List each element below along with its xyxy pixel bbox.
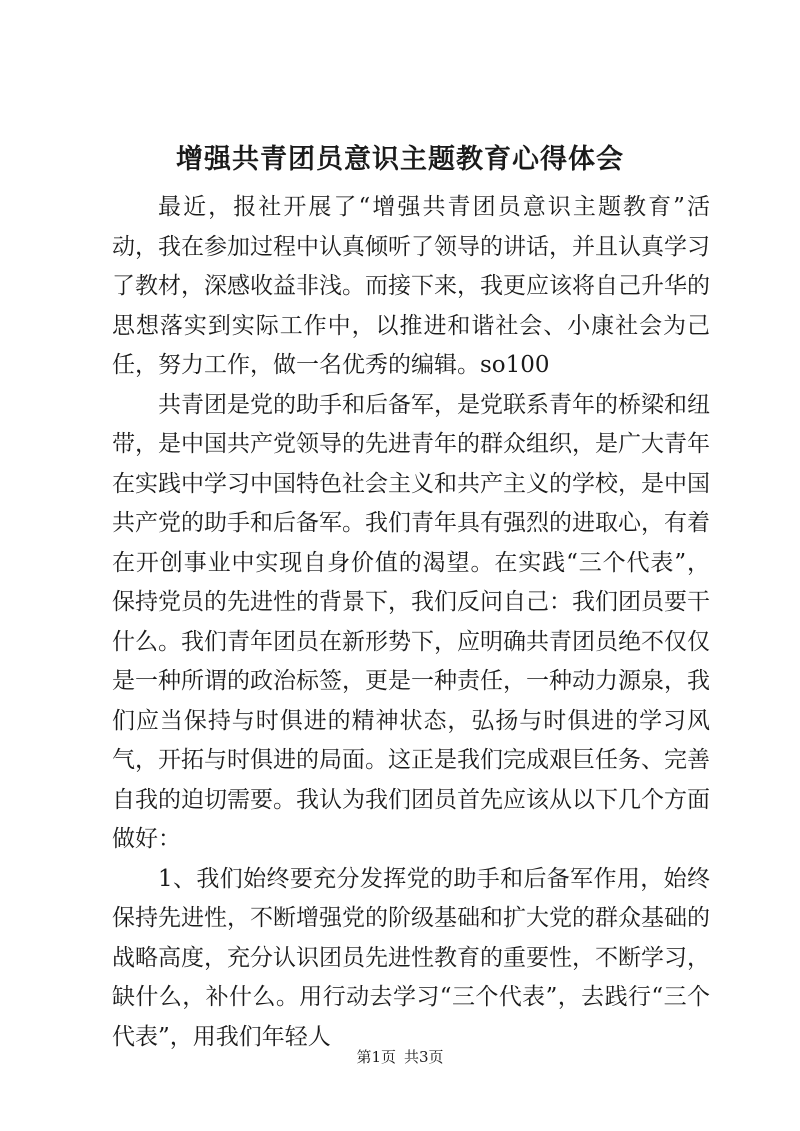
page-number: 第1页 xyxy=(356,1048,396,1066)
paragraph-league-role: 共青团是党的助手和后备军，是党联系青年的桥梁和纽带，是中国共产党领导的先进青年的群众组织，是广大青年在实践中学习中国特色社会主义和共产主义的学校，是中国共产党的助手和后备军。我们青年具有强烈的进取心，有着在开创事业中实现自身价值的渴望。在实践“三个代表”，保持党员的先进性的背景下，我们反问自己：我们团员要干什么。我们青年团员在新形势下，应明确共青团员绝不仅仅是一种所谓的政治标签，更是一种责任，一种动力源泉，我们应当保持与时俱进的精神状态，弘扬与时俱进的学习风气，开拓与时俱进的局面。这正是我们完成艰巨任务、完善自我的迫切需要。我认为我们团员首先应该从以下几个方面做好： xyxy=(112,391,710,852)
paragraph-intro: 最近，报社开展了“增强共青团员意识主题教育”活动，我在参加过程中认真倾听了领导的讲话，并且认真学习了教材，深感收益非浅。而接下来，我更应该将自己升华的思想落实到实际工作中，以推进和谐社会、小康社会为己任，努力工作，做一名优秀的编辑。so100 xyxy=(112,194,710,378)
page-total: 共3页 xyxy=(404,1048,444,1066)
document-body xyxy=(112,188,710,1057)
paragraph-point-one: 1、我们始终要充分发挥党的助手和后备军作用，始终保持先进性，不断增强党的阶级基础和扩大党的群众基础的战略高度，充分认识团员先进性教育的重要性，不断学习，缺什么，补什么。用行动去学习“三个代表”，去践行“三个代表”，用我们年轻人 xyxy=(112,865,710,1050)
document-title: 增强共青团员意识主题教育心得体会 xyxy=(176,144,624,175)
page-footer xyxy=(0,1047,800,1067)
